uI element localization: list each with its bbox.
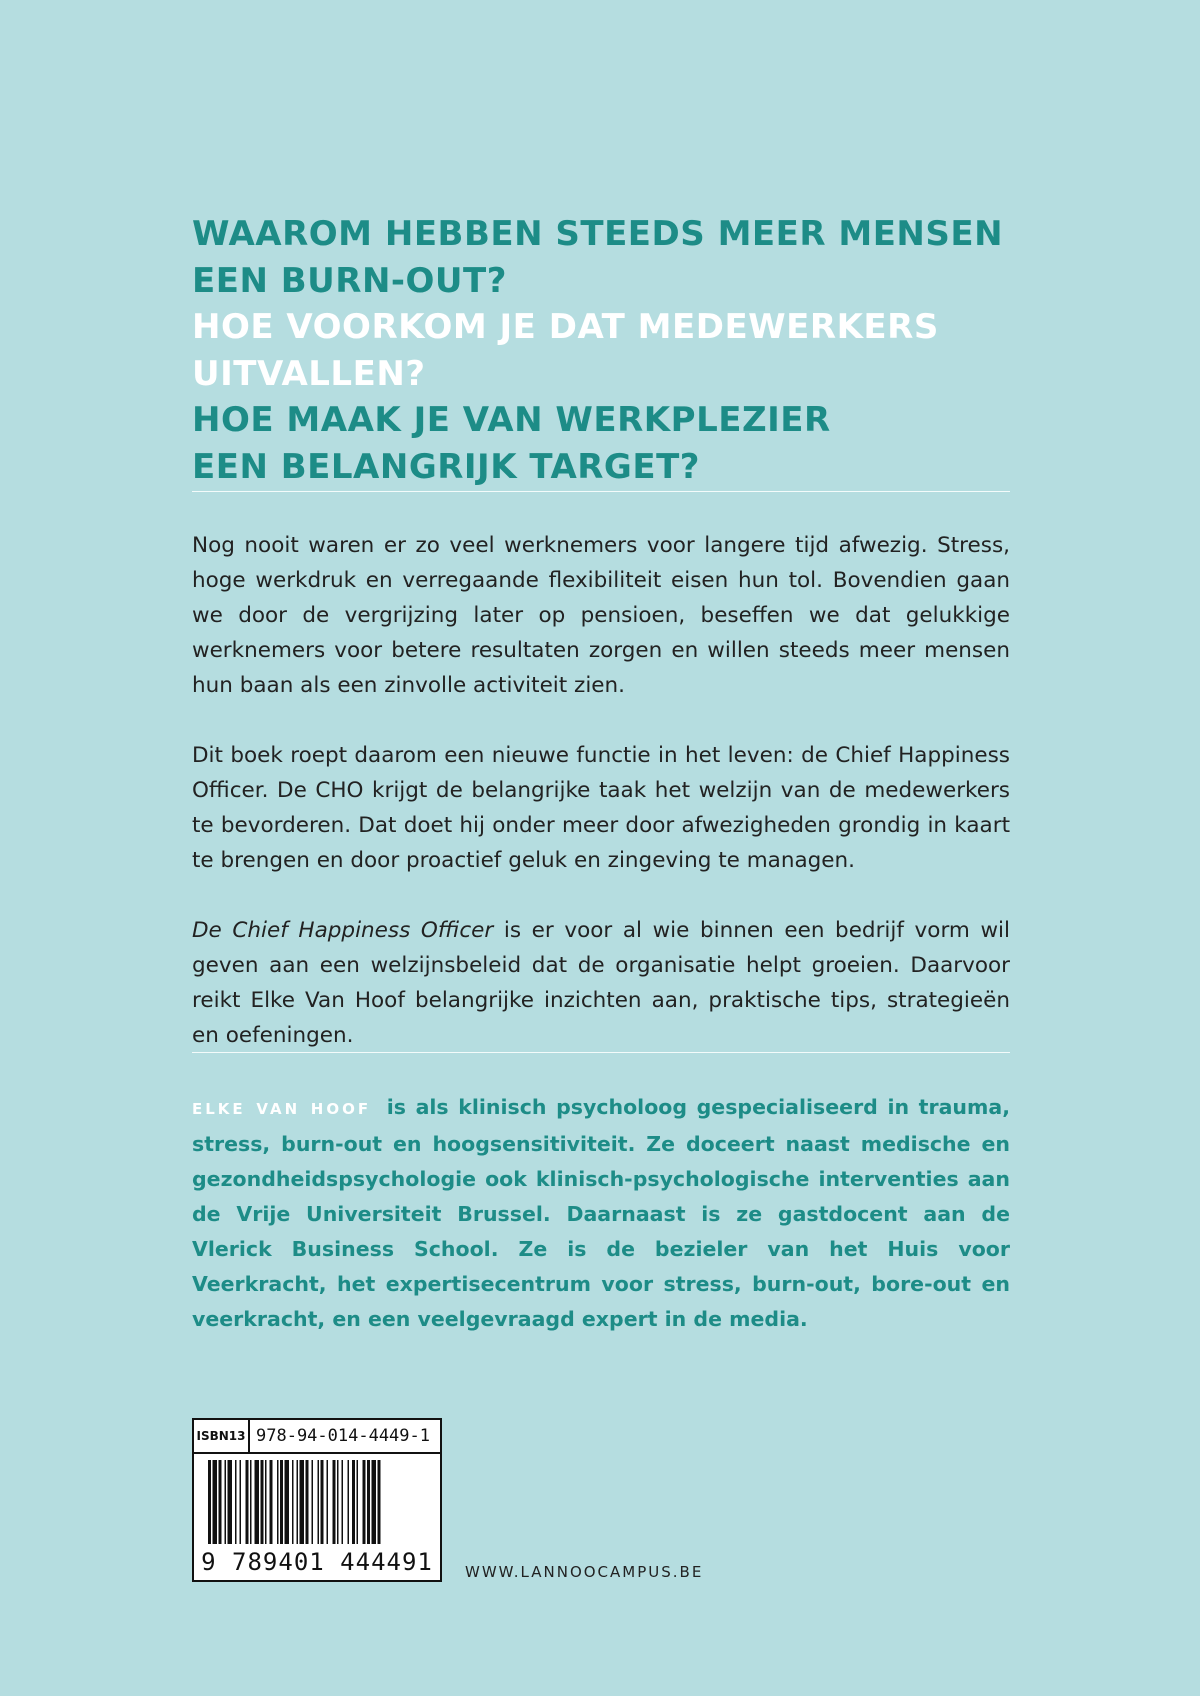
barcode-bar <box>225 1460 227 1544</box>
isbn-row <box>194 1420 440 1454</box>
barcode-bar <box>246 1460 249 1544</box>
barcode-bar <box>318 1460 320 1544</box>
barcode-bar <box>348 1460 350 1544</box>
headline-line-4: UITVALLEN? <box>192 353 426 394</box>
barcode-bar <box>280 1460 283 1544</box>
barcode-bar <box>337 1460 339 1544</box>
barcode-bar <box>372 1460 377 1544</box>
isbn-number: 978-94-014-4449-1 <box>256 1426 430 1446</box>
blurb <box>192 528 1010 1053</box>
barcode-bar <box>228 1460 233 1544</box>
barcode-bar <box>240 1460 242 1544</box>
blurb-paragraph-3 <box>192 913 1010 1053</box>
headline-line-6: EEN BELANGRIJK TARGET? <box>192 446 700 487</box>
barcode-bar <box>321 1460 324 1544</box>
barcode-bar <box>352 1460 355 1544</box>
barcode-bar <box>297 1460 299 1544</box>
barcode-bar <box>342 1460 344 1544</box>
barcode-bar <box>333 1460 336 1544</box>
barcode-bar <box>265 1460 267 1544</box>
barcode-bar <box>261 1460 264 1544</box>
isbn-barcode <box>192 1418 442 1582</box>
barcode-bar <box>357 1460 359 1544</box>
barcode-bar <box>300 1460 305 1544</box>
divider-top <box>192 491 1010 492</box>
barcode-digits: 9 789401 444491 <box>194 1544 440 1580</box>
barcode-bar <box>367 1460 370 1544</box>
barcode-bar <box>285 1460 290 1544</box>
barcode-bar <box>277 1460 279 1544</box>
barcode-bar <box>208 1460 211 1544</box>
barcode-bar <box>363 1460 366 1544</box>
divider-bottom <box>192 1052 1010 1053</box>
barcode-bar <box>292 1460 294 1544</box>
isbn-label: ISBN13 <box>194 1420 250 1452</box>
headline-line-1: WAAROM HEBBEN STEEDS MEER MENSEN <box>192 214 1004 254</box>
headline-line-5: HOE MAAK JE VAN WERKPLEZIER <box>192 400 831 440</box>
barcode-bar <box>219 1460 222 1544</box>
headline-line-3: HOE VOORKOM JE DAT MEDEWERKERS <box>192 307 939 347</box>
author-bio-text: is als klinisch psycholoog gespecialiseerd in trauma, stress, burn-out en hoogsensitiviteit. Ze doceert naast medische en gezondheidspsychologie ook klinisch-psychologische interventies aan de Vrije Universiteit Brussel. Daarnaast is ze gastdocent aan de Vlerick Business School. Ze is de bezieler van het Huis voor Veerkracht, het expertisecentrum voor stress, burn-out, bore-out en veerkracht, en een veelgevraagd expert in de media. <box>192 1095 1011 1331</box>
barcode-bar <box>306 1460 309 1544</box>
author-name: ELKE VAN HOOF <box>192 1100 372 1118</box>
blurb-paragraph-2: Dit boek roept daarom een nieuwe functie in het leven: de Chief Happiness Officer. De CHO krijgt de belangrijke taak het welzijn van de medewerkers te bevorderen. Dat doet hij onder meer door afwezigheden grondig in kaart te brengen en door proactief geluk en zingeving te managen. <box>192 743 1010 873</box>
barcode-bar <box>378 1460 381 1544</box>
barcode-bar <box>312 1460 314 1544</box>
barcode-bar <box>327 1460 329 1544</box>
headline-block <box>192 211 1112 490</box>
barcode-bars <box>208 1460 430 1544</box>
barcode-bar <box>235 1460 237 1544</box>
author-bio <box>192 1090 1010 1337</box>
barcode-bar <box>250 1460 252 1544</box>
barcode-bar <box>270 1460 273 1544</box>
blurb-paragraph-3-text: is er voor al wie binnen een bedrijf vorm wil geven aan een welzijnsbeleid dat de organisatie helpt groeien. Daarvoor reikt Elke Van Hoof belangrijke inzichten aan, praktische tips, strategieën en oefeningen. <box>192 918 1010 1048</box>
barcode-bar <box>213 1460 218 1544</box>
book-title: De Chief Happiness Officer <box>192 918 494 943</box>
barcode-bar <box>255 1460 260 1544</box>
headline-line-2: EEN BURN-OUT? <box>192 260 507 301</box>
publisher-website[interactable]: WWW.LANNOOCAMPUS.BE <box>465 1563 704 1581</box>
blurb-paragraph-1: Nog nooit waren er zo veel werknemers voor langere tijd afwezig. Stress, hoge werkdruk en verregaande flexibiliteit eisen hun tol. Bovendien gaan we door de vergrijzing later op pensioen, beseffen we dat gelukkige werknemers voor betere resultaten zorgen en willen steeds meer mensen hun baan als een zinvolle activiteit zien. <box>192 533 1010 698</box>
